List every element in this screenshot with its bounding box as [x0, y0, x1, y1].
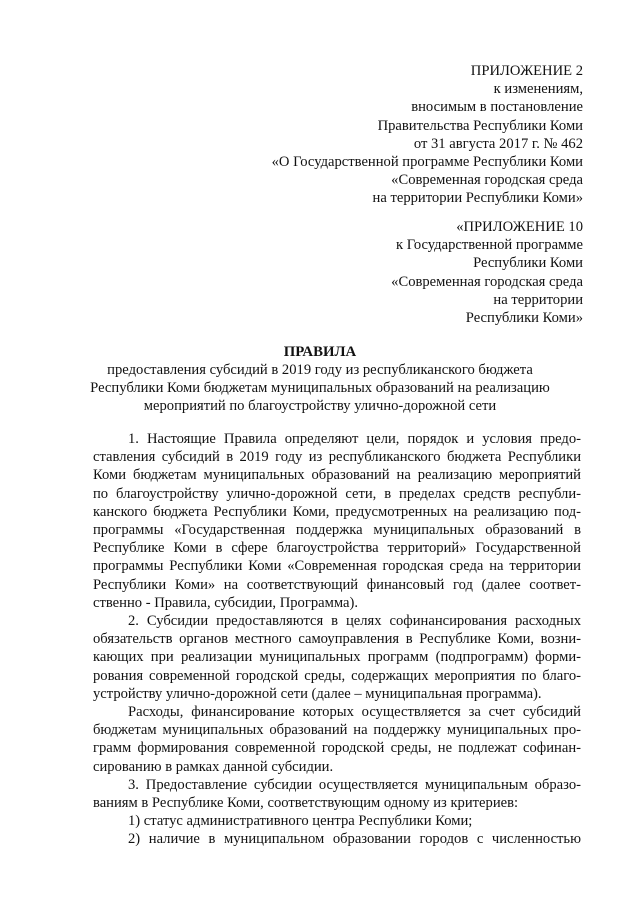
appendix-10-line: Республики Коми»: [465, 310, 583, 327]
appendix-2-line: на территории Республики Коми»: [372, 190, 583, 207]
appendix-10-line: Республики Коми: [473, 255, 583, 272]
appendix-2-line: к изменениям,: [493, 81, 583, 98]
document-body: [93, 430, 581, 849]
body-line: рования современной городской среды, содержащих мероприятия по благо-: [93, 667, 581, 684]
body-line: ственно - Правила, субсидии, Программа).: [93, 594, 358, 611]
appendix-2-line: «Современная городская среда: [391, 172, 583, 189]
body-line: устройству улично-дорожной сети (далее – муниципальная программа).: [93, 685, 542, 702]
subtitle-line: предоставления субсидий в 2019 году из республиканского бюджета: [107, 362, 533, 378]
appendix-10-line: «Современная городская среда: [391, 273, 583, 290]
body-line: Расходы, финансирование которых осуществляется за счет субсидий: [128, 704, 581, 721]
body-line: обязательств органов местного самоуправления в Республике Коми, возни-: [93, 631, 581, 648]
body-line: канского бюджета Республики Коми, предусмотренных на реализацию под-: [93, 503, 581, 520]
body-line: бюджетам муниципальных образований на поддержку муниципальных про-: [93, 722, 581, 739]
body-line: по благоустройству улично-дорожной сети, в пределах средств республи-: [93, 485, 581, 502]
appendix-10-header: [391, 218, 583, 327]
body-line: 2. Субсидии предоставляются в целях софинансирования расходных: [128, 613, 581, 630]
appendix-10-line: на территории: [493, 291, 583, 308]
body-line: 1. Настоящие Правила определяют цели, порядок и условия предо-: [128, 431, 581, 447]
appendix-2-line: ПРИЛОЖЕНИЕ 2: [470, 63, 583, 79]
appendix-2-header: [272, 62, 583, 208]
body-line: 1) статус административного центра Республики Коми;: [128, 813, 473, 830]
body-line: программы Республики Коми «Современная городская среда на территории: [93, 558, 581, 575]
body-line: Республики Коми» на соответствующий финансовый год (далее соответ-: [93, 576, 581, 593]
subtitle-line: мероприятий по благоустройству улично-дорожной сети: [143, 398, 497, 415]
body-line: 2) наличие в муниципальном образовании городов с численностью: [128, 831, 581, 848]
body-line: сированию в рамках данной субсидии.: [93, 758, 334, 775]
appendix-2-line: вносимым в постановление: [411, 99, 583, 116]
body-line: Республике Коми в сфере благоустройства территорий» Государственной: [93, 540, 581, 557]
body-line: кающих при реализации муниципальных программ (подпрограмм) форми-: [93, 649, 581, 666]
document-subtitle: [60, 361, 580, 416]
body-line: ваниям в Республике Коми, соответствующим одному из критериев:: [93, 795, 519, 812]
appendix-2-line: от 31 августа 2017 г. № 462: [413, 135, 583, 152]
body-line: программы «Государственная поддержка муниципальных образований в: [93, 522, 581, 539]
body-line: Коми бюджетам муниципальных образований на реализацию мероприятий: [93, 467, 581, 484]
document-title: ПРАВИЛА: [283, 344, 357, 360]
body-line: ставления субсидий в 2019 году из республиканского бюджета Республики: [93, 449, 581, 466]
appendix-10-line: «ПРИЛОЖЕНИЕ 10: [456, 219, 583, 235]
subtitle-line: Республики Коми бюджетам муниципальных образований на реализацию: [90, 380, 550, 397]
body-line: 3. Предоставление субсидии осуществляется муниципальным образо-: [128, 776, 581, 793]
appendix-2-line: Правительства Республики Коми: [377, 117, 583, 134]
body-line: грамм формирования современной городской среды, не подлежат софинан-: [93, 740, 581, 757]
appendix-2-line: «О Государственной программе Республики Коми: [271, 154, 583, 171]
appendix-10-line: к Государственной программе: [395, 237, 583, 254]
